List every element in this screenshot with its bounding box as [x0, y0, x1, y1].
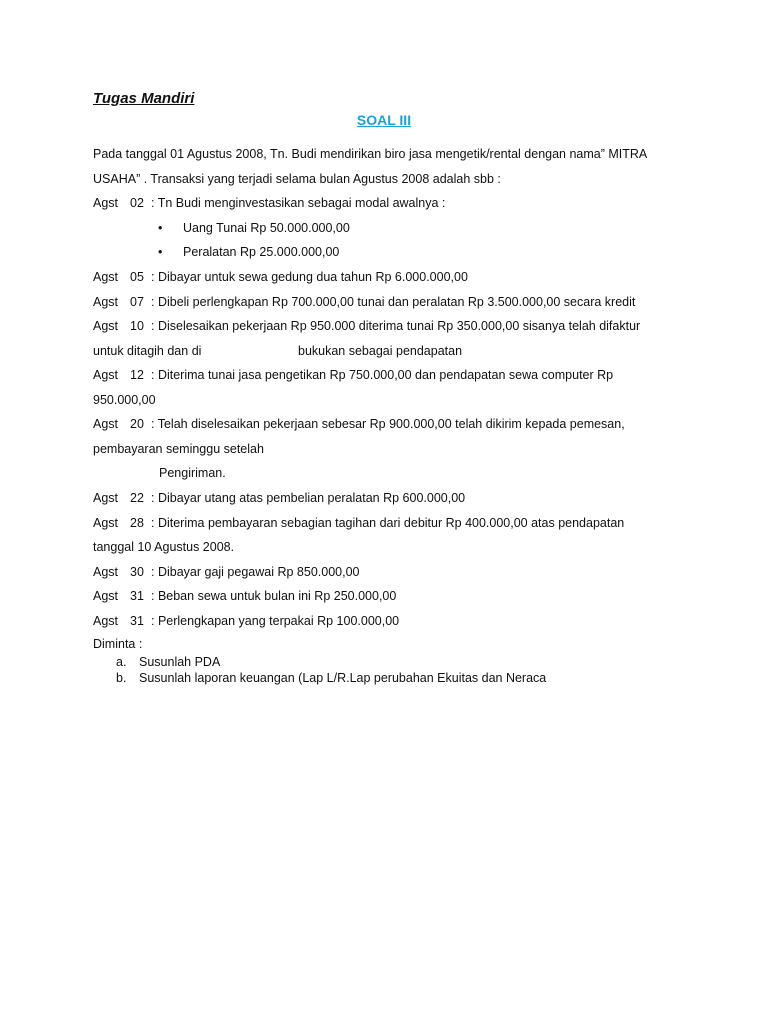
tx-day: 10	[130, 319, 144, 333]
intro-line-1: Pada tanggal 01 Agustus 2008, Tn. Budi mendirikan biro jasa mengetik/rental dengan nama” MITRA	[93, 147, 648, 161]
tx-continuation: untuk ditagih dan di	[93, 344, 202, 358]
tx-description: : Telah diselesaikan pekerjaan sebesar Rp 900.000,00 telah dikirim kepada pemesan,	[151, 417, 625, 431]
tx-month: Agst	[93, 368, 119, 382]
tx-description: : Diselesaikan pekerjaan Rp 950.000 diterima tunai Rp 350.000,00 sisanya telah difaktur	[151, 319, 641, 333]
tx-continuation: tanggal 10 Agustus 2008.	[93, 540, 235, 554]
tx-day: 12	[130, 368, 144, 382]
requested-item: Susunlah laporan keuangan (Lap L/R.Lap perubahan Ekuitas dan Neraca	[139, 671, 547, 685]
tx-description: : Perlengkapan yang terpakai Rp 100.000,00	[151, 614, 400, 628]
bullet-icon: •	[158, 245, 163, 259]
requested-label: Diminta :	[93, 637, 143, 651]
tx-month: Agst	[93, 417, 119, 431]
tx-day: 20	[130, 417, 144, 431]
bullet-icon: •	[158, 221, 163, 235]
tx-month: Agst	[93, 516, 119, 530]
tx-month: Agst	[93, 491, 119, 505]
tx-day: 28	[130, 516, 144, 530]
section-heading: SOAL III	[356, 112, 412, 128]
tx-month: Agst	[93, 614, 119, 628]
tx-description: : Dibeli perlengkapan Rp 700.000,00 tunai dan peralatan Rp 3.500.000,00 secara kredit	[151, 295, 636, 309]
tx-month: Agst	[93, 295, 119, 309]
tx-day: 31	[130, 589, 144, 603]
tx-description: : Diterima tunai jasa pengetikan Rp 750.000,00 dan pendapatan sewa computer Rp	[151, 368, 614, 382]
list-marker: a.	[116, 655, 127, 669]
tx-month: Agst	[93, 589, 119, 603]
tx-day: 07	[130, 295, 144, 309]
capital-item: Peralatan Rp 25.000.000,00	[183, 245, 340, 259]
tx-continuation: bukukan sebagai pendapatan	[298, 344, 463, 358]
capital-item: Uang Tunai Rp 50.000.000,00	[183, 221, 350, 235]
tx-continuation: 950.000,00	[93, 393, 156, 407]
tx-day: 31	[130, 614, 144, 628]
intro-line-2: USAHA” . Transaksi yang terjadi selama bulan Agustus 2008 adalah sbb :	[93, 172, 501, 186]
tx-day: 02	[130, 196, 144, 210]
tx-day: 22	[130, 491, 144, 505]
tx-continuation: pembayaran seminggu setelah	[93, 442, 264, 456]
tx-day: 05	[130, 270, 144, 284]
tx-description: : Dibayar untuk sewa gedung dua tahun Rp 6.000.000,00	[151, 270, 468, 284]
tx-description: : Dibayar gaji pegawai Rp 850.000,00	[151, 565, 360, 579]
list-marker: b.	[116, 671, 127, 685]
tx-month: Agst	[93, 565, 119, 579]
requested-item: Susunlah PDA	[139, 655, 221, 669]
document-title: Tugas Mandiri	[93, 90, 195, 107]
tx-month: Agst	[93, 270, 119, 284]
tx-description: : Diterima pembayaran sebagian tagihan dari debitur Rp 400.000,00 atas pendapatan	[151, 516, 625, 530]
tx-day: 30	[130, 565, 144, 579]
tx-description: : Dibayar utang atas pembelian peralatan Rp 600.000,00	[151, 491, 466, 505]
tx-continuation: Pengiriman.	[159, 466, 226, 480]
tx-description: : Tn Budi menginvestasikan sebagai modal awalnya :	[151, 196, 446, 210]
tx-month: Agst	[93, 196, 119, 210]
tx-description: : Beban sewa untuk bulan ini Rp 250.000,00	[151, 589, 397, 603]
tx-month: Agst	[93, 319, 119, 333]
